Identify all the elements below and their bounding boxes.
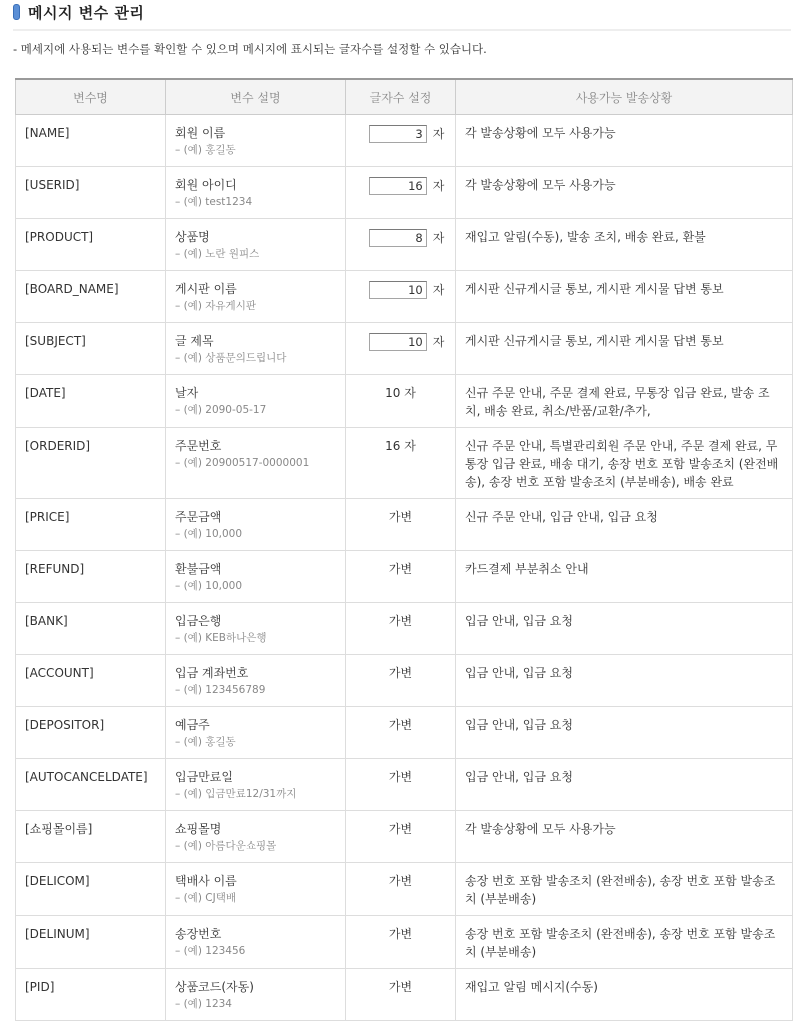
usage-situations: 재입고 알림 메시지(수동) <box>456 969 793 1021</box>
usage-situations: 입금 안내, 입금 요청 <box>456 707 793 759</box>
table-row <box>16 969 793 1021</box>
table-row <box>16 167 793 219</box>
variable-example: – (예) 아름다운쇼핑몰 <box>175 840 277 852</box>
length-value: 가변 <box>346 811 456 863</box>
variable-name: [DATE] <box>16 375 166 428</box>
length-unit: 자 <box>432 126 445 141</box>
variable-description-cell <box>166 759 346 811</box>
variable-description-cell <box>166 323 346 375</box>
table-row <box>16 499 793 551</box>
variable-name: [DELINUM] <box>16 916 166 969</box>
variable-description: 예금주 <box>175 718 210 732</box>
page-description: - 메세지에 사용되는 변수를 확인할 수 있으며 메시지에 표시되는 글자수를 설정할 수 있습니다. <box>13 42 487 56</box>
usage-situations: 각 발송상황에 모두 사용가능 <box>456 115 793 167</box>
length-unit: 자 <box>432 230 445 245</box>
table-row <box>16 811 793 863</box>
variable-example: – (예) 노란 원피스 <box>175 248 260 260</box>
variable-description: 입금 계좌번호 <box>175 666 249 680</box>
table-row <box>16 863 793 916</box>
length-value: 가변 <box>346 551 456 603</box>
variable-description: 주문금액 <box>175 510 222 524</box>
variable-description: 환불금액 <box>175 562 222 576</box>
variable-description-cell <box>166 603 346 655</box>
variable-name: [SUBJECT] <box>16 323 166 375</box>
usage-situations: 카드결제 부분취소 안내 <box>456 551 793 603</box>
variable-description-cell <box>166 219 346 271</box>
table-row <box>16 271 793 323</box>
variable-name: [AUTOCANCELDATE] <box>16 759 166 811</box>
table-row <box>16 707 793 759</box>
usage-situations: 신규 주문 안내, 입금 안내, 입금 요청 <box>456 499 793 551</box>
length-setting-cell <box>346 167 456 219</box>
variable-example: – (예) 자유게시판 <box>175 300 256 312</box>
variable-example: – (예) 1234 <box>175 998 232 1010</box>
usage-situations: 송장 번호 포함 발송조치 (완전배송), 송장 번호 포함 발송조치 (부분배송) <box>456 863 793 916</box>
table-row <box>16 655 793 707</box>
length-value: 가변 <box>346 655 456 707</box>
usage-situations: 입금 안내, 입금 요청 <box>456 655 793 707</box>
variable-name: [DELICOM] <box>16 863 166 916</box>
variable-description: 입금은행 <box>175 614 222 628</box>
table-body <box>16 115 793 1021</box>
page-title-bar <box>13 2 144 22</box>
table-row <box>16 551 793 603</box>
variable-name: [PRICE] <box>16 499 166 551</box>
usage-situations: 각 발송상황에 모두 사용가능 <box>456 167 793 219</box>
length-value: 가변 <box>346 499 456 551</box>
variable-name: [REFUND] <box>16 551 166 603</box>
column-header-description: 변수 설명 <box>166 79 346 115</box>
length-input[interactable] <box>369 333 427 351</box>
length-setting-group <box>369 332 445 351</box>
variable-description: 주문번호 <box>175 439 222 453</box>
length-value: 10 자 <box>346 375 456 428</box>
variable-description-cell <box>166 375 346 428</box>
variable-description-cell <box>166 428 346 499</box>
variable-example: – (예) 10,000 <box>175 528 243 540</box>
variable-description-cell <box>166 707 346 759</box>
variable-name: [NAME] <box>16 115 166 167</box>
usage-situations: 입금 안내, 입금 요청 <box>456 603 793 655</box>
variable-description-cell <box>166 969 346 1021</box>
length-value: 가변 <box>346 916 456 969</box>
variable-description: 날자 <box>175 386 199 400</box>
variable-description: 회원 아이디 <box>175 178 237 192</box>
length-setting-group <box>369 124 445 143</box>
variable-example: – (예) 2090-05-17 <box>175 404 267 416</box>
length-value: 가변 <box>346 707 456 759</box>
length-setting-cell <box>346 219 456 271</box>
variable-example: – (예) KEB하나은행 <box>175 632 267 644</box>
length-input[interactable] <box>369 281 427 299</box>
length-setting-cell <box>346 323 456 375</box>
table-header-row <box>16 79 793 115</box>
table-row <box>16 219 793 271</box>
length-input[interactable] <box>369 229 427 247</box>
variable-description: 글 제목 <box>175 334 214 348</box>
usage-situations: 각 발송상황에 모두 사용가능 <box>456 811 793 863</box>
variable-name: [PID] <box>16 969 166 1021</box>
length-value: 16 자 <box>346 428 456 499</box>
variable-name: [BOARD_NAME] <box>16 271 166 323</box>
usage-situations: 재입고 알림(수동), 발송 조치, 배송 완료, 환불 <box>456 219 793 271</box>
variable-description-cell <box>166 916 346 969</box>
usage-situations: 신규 주문 안내, 주문 결제 완료, 무통장 입금 완료, 발송 조치, 배송 완료, 취소/반품/교환/추가, <box>456 375 793 428</box>
variable-name: [USERID] <box>16 167 166 219</box>
length-value: 가변 <box>346 603 456 655</box>
table-row <box>16 323 793 375</box>
variable-description-cell <box>166 551 346 603</box>
length-value: 가변 <box>346 969 456 1021</box>
length-setting-group <box>369 176 445 195</box>
table-row <box>16 115 793 167</box>
variable-name: [DEPOSITOR] <box>16 707 166 759</box>
variable-example: – (예) 123456 <box>175 945 246 957</box>
variable-example: – (예) 10,000 <box>175 580 243 592</box>
page-title: 메시지 변수 관리 <box>28 3 145 22</box>
message-variable-table <box>15 78 793 1021</box>
usage-situations: 게시판 신규게시글 통보, 게시판 게시물 답변 통보 <box>456 323 793 375</box>
variable-example: – (예) 입금만료12/31까지 <box>175 788 297 800</box>
variable-name: [ACCOUNT] <box>16 655 166 707</box>
title-divider <box>13 29 791 31</box>
length-value: 가변 <box>346 759 456 811</box>
variable-description: 입금만료일 <box>175 770 233 784</box>
table-row <box>16 759 793 811</box>
usage-situations: 송장 번호 포함 발송조치 (완전배송), 송장 번호 포함 발송조치 (부분배송) <box>456 916 793 969</box>
length-setting-cell <box>346 115 456 167</box>
variable-example: – (예) 20900517-0000001 <box>175 457 310 469</box>
variable-example: – (예) test1234 <box>175 196 253 208</box>
variable-description: 상품코드(자동) <box>175 980 254 994</box>
variable-example: – (예) 상품문의드립니다 <box>175 352 287 364</box>
variable-description: 게시판 이름 <box>175 282 237 296</box>
variable-description-cell <box>166 271 346 323</box>
variable-example: – (예) CJ택배 <box>175 892 236 904</box>
variable-name: [BANK] <box>16 603 166 655</box>
variable-description: 쇼핑몰명 <box>175 822 222 836</box>
usage-situations: 신규 주문 안내, 특별관리회원 주문 안내, 주문 결제 완료, 무통장 입금 완료, 배송 대기, 송장 번호 포함 발송조치 (완전배송), 송장 번호 포함 발송조치 (부분배송), 배송 완료 <box>456 428 793 499</box>
length-setting-group <box>369 280 445 299</box>
variable-description: 상품명 <box>175 230 210 244</box>
variable-example: – (예) 홍길동 <box>175 144 236 156</box>
title-marker-icon <box>13 4 20 20</box>
variable-description-cell <box>166 863 346 916</box>
variable-description-cell <box>166 167 346 219</box>
usage-situations: 입금 안내, 입금 요청 <box>456 759 793 811</box>
variable-example: – (예) 123456789 <box>175 684 266 696</box>
column-header-usage: 사용가능 발송상황 <box>456 79 793 115</box>
usage-situations: 게시판 신규게시글 통보, 게시판 게시물 답변 통보 <box>456 271 793 323</box>
table-row <box>16 603 793 655</box>
table-row <box>16 428 793 499</box>
length-unit: 자 <box>432 334 445 349</box>
variable-description: 송장번호 <box>175 927 222 941</box>
variable-description-cell <box>166 655 346 707</box>
length-input[interactable] <box>369 177 427 195</box>
variable-description: 회원 이름 <box>175 126 226 140</box>
variable-name: [쇼핑몰이름] <box>16 811 166 863</box>
length-unit: 자 <box>432 178 445 193</box>
variable-name: [PRODUCT] <box>16 219 166 271</box>
column-header-length: 글자수 설정 <box>346 79 456 115</box>
variable-example: – (예) 홍길동 <box>175 736 236 748</box>
table-row <box>16 375 793 428</box>
variable-description-cell <box>166 499 346 551</box>
length-value: 가변 <box>346 863 456 916</box>
variable-description-cell <box>166 811 346 863</box>
table-row <box>16 916 793 969</box>
variable-name: [ORDERID] <box>16 428 166 499</box>
length-setting-group <box>369 228 445 247</box>
length-unit: 자 <box>432 282 445 297</box>
variable-description: 택배사 이름 <box>175 874 237 888</box>
length-input[interactable] <box>369 125 427 143</box>
column-header-variable: 변수명 <box>16 79 166 115</box>
length-setting-cell <box>346 271 456 323</box>
variable-description-cell <box>166 115 346 167</box>
